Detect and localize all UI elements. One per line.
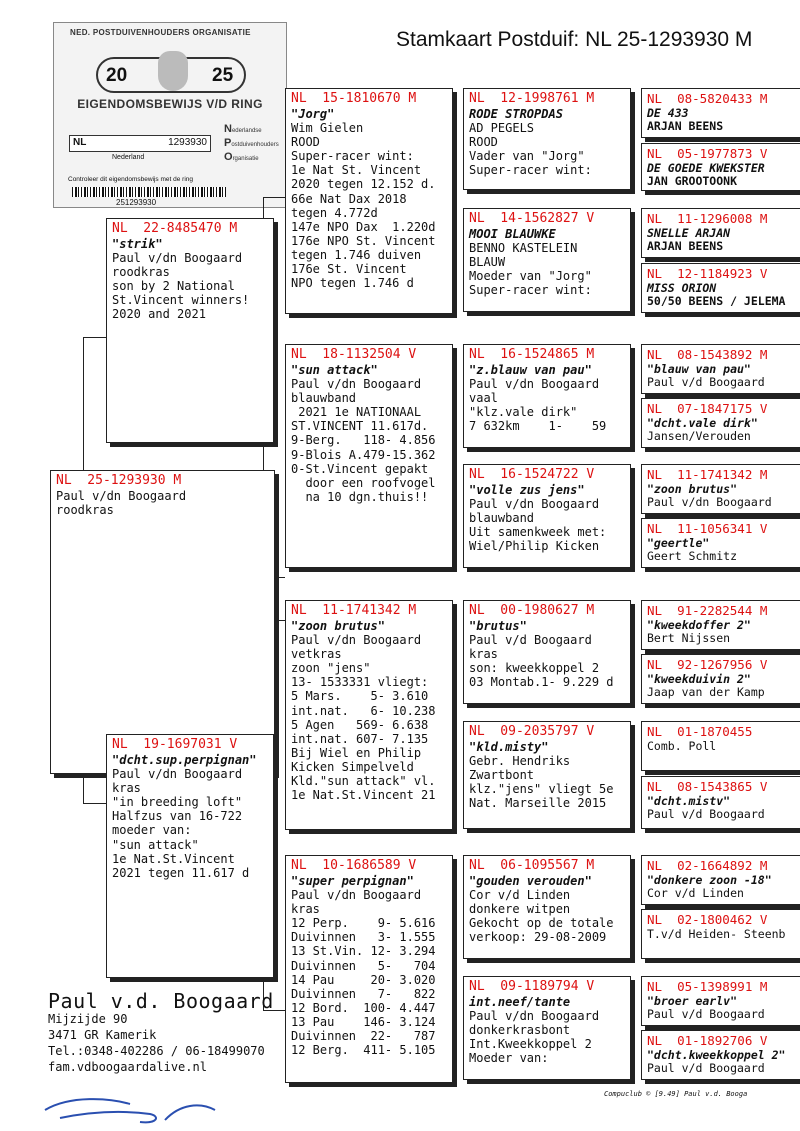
- card-line: RODE STROPDAS: [469, 107, 563, 121]
- card-line: "klz.vale dirk": [469, 405, 578, 420]
- card-line: Paul v/d Boogaard: [647, 807, 765, 821]
- pedigree-card-mff: [463, 600, 631, 704]
- ring-number: NL 09-2035797 V: [469, 724, 595, 739]
- card-line: "zoon brutus": [291, 619, 385, 633]
- ring-number: NL 11-1296008 M: [647, 211, 768, 226]
- pedigree-card-g13: [641, 855, 800, 905]
- card-line: ARJAN BEENS: [647, 239, 724, 253]
- ring-number: NL 09-1189794 V: [469, 979, 595, 994]
- card-line: Paul v/d Boogaard: [647, 375, 765, 389]
- card-line: tegen 1.746 duiven: [291, 247, 422, 262]
- card-line: "z.blauw van pau": [469, 363, 592, 377]
- card-line: 12 Bord. 100- 4.447: [291, 1000, 436, 1015]
- card-line: "volle zus jens": [469, 483, 585, 497]
- card-line: 176e NPO St. Vincent: [291, 233, 436, 248]
- card-line: AD PEGELS: [469, 121, 535, 136]
- lion-emblem-icon: [158, 51, 188, 91]
- ring-ownership-label: [53, 22, 287, 208]
- card-line: Uit samenkweek met:: [469, 525, 607, 540]
- card-line: na 10 dgn.thuis!!: [291, 489, 429, 504]
- card-line: Cor v/d Linden: [647, 886, 744, 900]
- card-line: roodkras: [112, 265, 170, 280]
- card-line: "geertle": [647, 536, 710, 550]
- card-line: 50/50 BEENS / JELEMA: [647, 294, 786, 308]
- ring-number: NL 07-1847175 V: [647, 401, 768, 416]
- label-organisation: NED. POSTDUIVENHOUDERS ORGANISATIE: [70, 28, 251, 37]
- pedigree-card-mfm: [463, 721, 631, 829]
- card-line: zoon "jens": [291, 661, 371, 676]
- card-line: DE 433: [647, 106, 689, 120]
- pedigree-card-mmf: [463, 855, 631, 959]
- pedigree-card-ffm: [463, 208, 631, 312]
- card-line: "kld.misty": [469, 740, 549, 754]
- card-line: blauwband: [291, 391, 357, 406]
- label-control-text: Controleer dit eigendomsbewijs met de ring: [68, 176, 194, 183]
- owner-phone: Tel.:0348-402286 / 06-18499070: [48, 1044, 265, 1058]
- ring-number: NL 02-1664892 M: [647, 858, 768, 873]
- card-line: son by 2 National: [112, 279, 235, 294]
- card-line: 2021 1e NATIONAAL: [291, 405, 422, 420]
- ring-number: NL 06-1095567 M: [469, 858, 595, 873]
- card-line: 9-Berg. 118- 4.856: [291, 433, 436, 448]
- pedigree-card-g5: [641, 344, 800, 394]
- card-line: ROOD: [469, 135, 498, 150]
- card-line: Moeder van:: [469, 1051, 549, 1066]
- card-line: Super-racer wint:: [469, 283, 592, 298]
- ring-number: NL 16-1524865 M: [469, 347, 595, 362]
- card-line: "kweekduivin 2": [647, 672, 751, 686]
- ring-number: NL 22-8485470 M: [112, 221, 238, 236]
- label-npo-letters: Nederlandse Postduivenhouders Organisatie: [224, 123, 279, 163]
- owner-name: Paul v.d. Boogaard: [48, 989, 274, 1013]
- pedigree-card-g15: [641, 976, 800, 1026]
- card-line: MISS ORION: [647, 281, 717, 295]
- card-line: Wiel/Philip Kicken: [469, 539, 600, 554]
- pedigree-card-fmm: [463, 464, 631, 568]
- ring-number: NL 00-1980627 M: [469, 603, 595, 618]
- card-line: 0-St.Vincent gepakt: [291, 461, 429, 476]
- card-line: Paul v/d Boogaard: [469, 633, 592, 648]
- card-line: Paul v/dn Boogaard: [112, 251, 243, 266]
- label-ring-box: [69, 135, 211, 152]
- card-line: St.Vincent winners!: [112, 293, 250, 308]
- pedigree-card-main: [50, 470, 275, 774]
- card-line: 13- 1533331 vliegt:: [291, 675, 429, 690]
- card-line: Paul v/d Boogaard: [647, 1061, 765, 1075]
- ring-number: NL 10-1686589 V: [291, 858, 417, 873]
- ring-number: NL 08-1543892 M: [647, 347, 768, 362]
- card-line: "dcht.sup.perpignan": [112, 753, 257, 767]
- pedigree-card-g9: [641, 600, 800, 650]
- card-line: int.nat. 6- 10.238: [291, 703, 436, 718]
- card-line: moeder van:: [112, 823, 192, 838]
- ring-number: NL 18-1132504 V: [291, 347, 417, 362]
- card-line: "donkere zoon -18": [647, 873, 772, 887]
- label-number: 1293930: [168, 137, 207, 148]
- owner-email: fam.vdboogaardalive.nl: [48, 1060, 207, 1074]
- owner-street: Mijzijde 90: [48, 1012, 128, 1026]
- card-line: 1e Nat St. Vincent: [291, 163, 422, 178]
- card-line: Paul v/dn Boogaard: [291, 633, 422, 648]
- pedigree-card-g10: [641, 654, 800, 704]
- card-line: Paul v/dn Boogaard: [469, 497, 600, 512]
- label-country-name: Nederland: [112, 154, 145, 161]
- card-line: "in breeding loft": [112, 795, 243, 810]
- label-year-right: 25: [212, 65, 234, 86]
- pedigree-card-father: [106, 218, 274, 443]
- card-line: 2020 and 2021: [112, 307, 206, 322]
- card-line: blauwband: [469, 511, 535, 526]
- card-line: vetkras: [291, 647, 342, 662]
- card-line: "zoon brutus": [647, 482, 738, 496]
- pedigree-card-g6: [641, 398, 800, 448]
- card-line: 13 St.Vin. 12- 3.294: [291, 944, 436, 959]
- card-line: Jansen/Verouden: [647, 429, 751, 443]
- card-line: vaal: [469, 391, 498, 406]
- card-line: "strik": [112, 237, 163, 251]
- pedigree-card-mother: [106, 734, 274, 978]
- card-line: NPO tegen 1.746 d: [291, 276, 414, 291]
- card-line: "sun attack": [112, 837, 199, 852]
- pedigree-card-g2: [641, 143, 800, 191]
- label-year-left: 20: [106, 65, 128, 86]
- ring-number: NL 01-1892706 V: [647, 1033, 768, 1048]
- card-line: 14 Pau 20- 3.020: [291, 972, 436, 987]
- ring-number: NL 11-1056341 V: [647, 521, 768, 536]
- card-line: Paul v/dn Boogaard: [469, 1009, 600, 1024]
- connector: [263, 197, 285, 198]
- card-line: "gouden verouden": [469, 874, 592, 888]
- pedigree-card-g11: [641, 721, 800, 771]
- card-line: BLAUW: [469, 255, 506, 270]
- card-line: 12 Perp. 9- 5.616: [291, 916, 436, 931]
- card-line: DE GOEDE KWEKSTER: [647, 161, 765, 175]
- ring-number: NL 92-1267956 V: [647, 657, 768, 672]
- card-line: Paul v/dn Boogaard: [291, 888, 422, 903]
- card-line: 03 Montab.1- 9.229 d: [469, 675, 614, 690]
- owner-city: 3471 GR Kamerik: [48, 1028, 157, 1042]
- pedigree-card-g1: [641, 88, 800, 138]
- card-line: Int.Kweekkoppel 2: [469, 1037, 592, 1052]
- card-line: "brutus": [469, 619, 527, 633]
- ring-number: NL 25-1293930 M: [56, 473, 182, 488]
- pedigree-card-fm: [285, 344, 453, 568]
- card-line: 1e Nat.St.Vincent: [112, 851, 235, 866]
- card-line: ST.VINCENT 11.617d.: [291, 419, 429, 434]
- card-line: Paul v/dn Boogaard: [56, 489, 187, 503]
- pedigree-card-mm: [285, 855, 453, 1083]
- card-line: son: kweekkoppel 2: [469, 661, 600, 676]
- ring-number: NL 91-2282544 M: [647, 603, 768, 618]
- signature-icon: [40, 1090, 230, 1130]
- card-line: int.neef/tante: [469, 995, 571, 1009]
- card-line: Bij Wiel en Philip: [291, 745, 422, 760]
- card-line: 1e Nat.St.Vincent 21: [291, 788, 436, 803]
- card-line: "super perpignan": [291, 874, 414, 888]
- card-line: tegen 4.772d: [291, 205, 378, 220]
- card-line: klz."jens" vliegt 5e: [469, 782, 614, 797]
- card-line: Paul v/dn Boogaard: [291, 377, 422, 392]
- ring-number: NL 08-1543865 V: [647, 779, 768, 794]
- card-line: Paul v/dn Boogaard: [647, 495, 772, 509]
- card-line: 147e NPO Dax 1.220d: [291, 219, 436, 234]
- connector: [83, 803, 107, 804]
- card-line: verkoop: 29-08-2009: [469, 930, 607, 945]
- card-line: "dcht.kweekkoppel 2": [647, 1048, 786, 1062]
- card-line: "dcht.mistv": [647, 794, 731, 808]
- ring-number: NL 12-1998761 M: [469, 91, 595, 106]
- ring-number: NL 01-1870455: [647, 724, 753, 739]
- ring-number: NL 02-1800462 V: [647, 912, 768, 927]
- card-line: Comb. Poll: [647, 739, 717, 753]
- card-line: Geert Schmitz: [647, 549, 738, 563]
- card-line: MOOI BLAUWKE: [469, 227, 556, 241]
- card-line: Paul v/dn Boogaard: [112, 767, 243, 782]
- ring-number: NL 05-1977873 V: [647, 146, 768, 161]
- pedigree-card-fff: [463, 88, 631, 190]
- card-line: Paul v/dn Boogaard: [469, 377, 600, 392]
- card-line: SNELLE ARJAN: [647, 226, 731, 240]
- card-line: BENNO KASTELEIN: [469, 241, 578, 256]
- card-line: 13 Pau 146- 3.124: [291, 1014, 436, 1029]
- card-line: Kicken Simpelveld: [291, 759, 414, 774]
- card-line: 12 Berg. 411- 5.105: [291, 1043, 436, 1058]
- card-line: Jaap van der Kamp: [647, 685, 765, 699]
- card-line: Super-racer wint:: [291, 149, 414, 164]
- ring-number: NL 11-1741342 M: [291, 603, 417, 618]
- footer-credit: Compuclub © [9.49] Paul v.d. Booga: [604, 1090, 748, 1098]
- ring-number: NL 05-1398991 M: [647, 979, 768, 994]
- ring-number: NL 15-1810670 M: [291, 91, 417, 106]
- pedigree-card-g16: [641, 1030, 800, 1080]
- card-line: Wim Gielen: [291, 121, 364, 136]
- card-line: Cor v/d Linden: [469, 888, 571, 903]
- card-line: kras: [291, 902, 320, 917]
- card-line: T.v/d Heiden- Steenb: [647, 927, 786, 941]
- card-line: int.nat. 607- 7.135: [291, 731, 429, 746]
- card-line: 5 Agen 569- 6.638: [291, 717, 429, 732]
- card-line: "sun attack": [291, 363, 378, 377]
- card-line: donkere witpen: [469, 902, 571, 917]
- card-line: 2020 tegen 12.152 d.: [291, 177, 436, 192]
- pedigree-card-g14: [641, 909, 800, 959]
- ring-number: NL 19-1697031 V: [112, 737, 238, 752]
- card-line: Duivinnen 3- 1.555: [291, 930, 436, 945]
- barcode-number: 251293930: [116, 198, 157, 207]
- page-title: Stamkaart Postduif: NL 25-1293930 M: [396, 28, 753, 51]
- pedigree-card-ff: [285, 88, 453, 314]
- card-line: 9-Blois A.479-15.362: [291, 447, 436, 462]
- card-line: Nat. Marseille 2015: [469, 796, 607, 811]
- label-country: NL: [73, 137, 87, 148]
- card-line: "kweekdoffer 2": [647, 618, 751, 632]
- pedigree-card-mf: [285, 600, 453, 830]
- card-line: "dcht.vale dirk": [647, 416, 758, 430]
- pedigree-card-g7: [641, 464, 800, 514]
- pedigree-card-g4: [641, 263, 800, 313]
- barcode: [72, 187, 226, 197]
- card-line: roodkras: [56, 503, 114, 518]
- ring-number: NL 14-1562827 V: [469, 211, 595, 226]
- ring-number: NL 12-1184923 V: [647, 266, 768, 281]
- card-line: 5 Mars. 5- 3.610: [291, 689, 429, 704]
- card-line: door een roofvogel: [291, 475, 436, 490]
- card-line: ARJAN BEENS: [647, 119, 724, 133]
- card-line: Duivinnen 7- 822: [291, 986, 436, 1001]
- label-title: EIGENDOMSBEWIJS V/D RING: [77, 97, 263, 111]
- ring-number: NL 11-1741342 M: [647, 467, 768, 482]
- card-line: kras: [112, 781, 141, 796]
- card-line: Gebr. Hendriks: [469, 754, 571, 769]
- pedigree-card-fmf: [463, 344, 631, 448]
- card-line: 7 632km 1- 59: [469, 419, 607, 434]
- card-line: Moeder van "Jorg": [469, 269, 592, 284]
- card-line: JAN GROOTOONK: [647, 174, 738, 188]
- card-line: 66e Nat Dax 2018: [291, 191, 407, 206]
- card-line: Kld."sun attack" vl.: [291, 774, 436, 789]
- card-line: "broer earlv": [647, 994, 738, 1008]
- pedigree-card-g8: [641, 518, 800, 568]
- card-line: Vader van "Jorg": [469, 149, 585, 164]
- pedigree-card-g3: [641, 208, 800, 258]
- card-line: donkerkrasbont: [469, 1023, 571, 1038]
- card-line: kras: [469, 647, 498, 662]
- card-line: Duivinnen 5- 704: [291, 958, 436, 973]
- pedigree-card-g12: [641, 776, 800, 829]
- pedigree-card-mmm: [463, 976, 631, 1080]
- card-line: 176e St. Vincent: [291, 262, 407, 277]
- card-line: Bert Nijssen: [647, 631, 731, 645]
- card-line: "Jorg": [291, 107, 335, 121]
- ring-number: NL 08-5820433 M: [647, 91, 768, 106]
- card-line: Super-racer wint:: [469, 163, 592, 178]
- connector: [83, 337, 107, 338]
- card-line: "blauw van pau": [647, 362, 751, 376]
- card-line: ROOD: [291, 135, 320, 150]
- card-line: Paul v/d Boogaard: [647, 1007, 765, 1021]
- ring-number: NL 16-1524722 V: [469, 467, 595, 482]
- card-line: Zwartbont: [469, 768, 535, 783]
- card-line: Duivinnen 22- 787: [291, 1029, 436, 1044]
- card-line: Halfzus van 16-722: [112, 809, 243, 824]
- card-line: Gekocht op de totale: [469, 916, 614, 931]
- card-line: 2021 tegen 11.617 d: [112, 865, 250, 880]
